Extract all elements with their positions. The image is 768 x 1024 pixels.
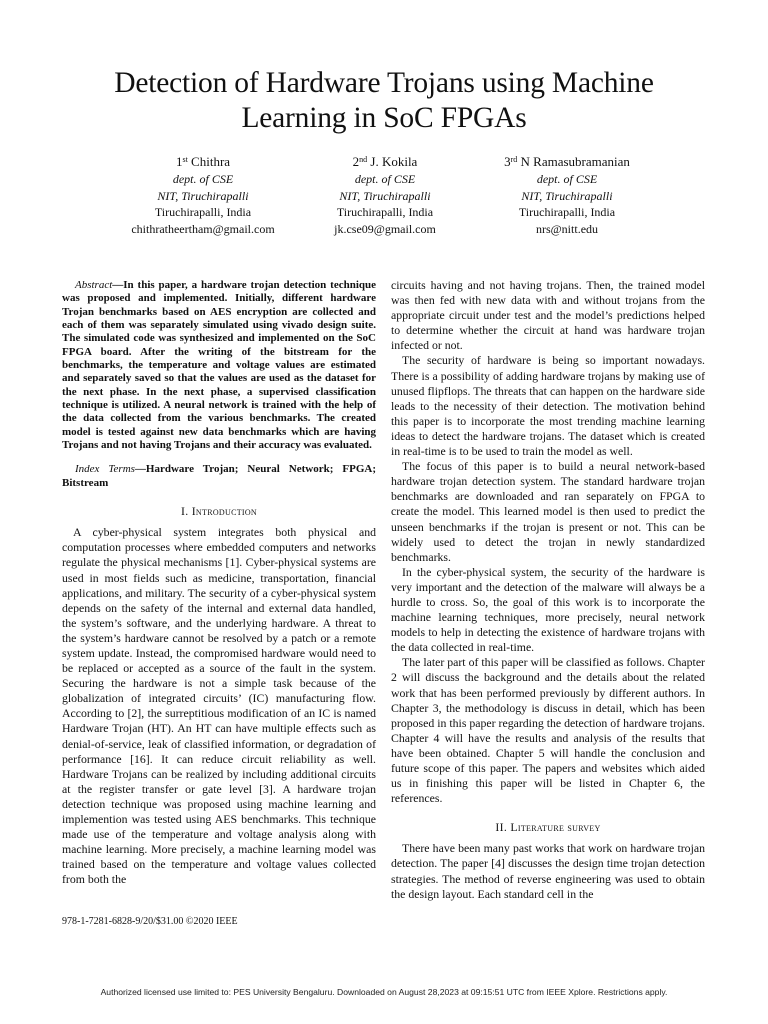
author-dept: dept. of CSE <box>536 172 598 187</box>
author-org: NIT, Tiruchirapalli <box>521 188 613 203</box>
paragraph: There have been many past works that work on hardware trojan detection. The paper [4] discusses the design time trojan detection strategies. The method of reverse engineering was used to obtain the design layout. Each standard cell in the <box>391 841 705 901</box>
index-terms-label: Index Terms <box>75 463 135 476</box>
abstract <box>62 279 376 452</box>
author-email: jk.cse09@gmail.com <box>334 221 436 236</box>
author-ordinal-suffix: st <box>182 155 188 164</box>
author-location: Tiruchirapalli, India <box>336 205 434 220</box>
author-ordinal-suffix: rd <box>510 155 518 164</box>
author-name: J. Kokila <box>370 154 418 169</box>
paragraph: The later part of this paper will be classified as follows. Chapter 2 will discuss the background and the details about the related work that has been performed previously by different authors. In Chapter 3, the methodology is discuss in detail, which has been proposed in this paper regarding the detection of hardware trojans. Chapter 4 will have the results and analysis of the results that have been obtained. Chapter 5 will handle the conclusion and future scope of this paper. The papers and websites which aided us in finishing this paper will be listed in Chapter 6, the references. <box>391 655 705 806</box>
author-location: Tiruchirapalli, India <box>154 205 252 220</box>
license-footer: Authorized licensed use limited to: PES University Bengaluru. Downloaded on August 28,2023 at 09:15:51 UTC from IEEE Xplore. Restrictions apply. <box>100 987 668 997</box>
left-column <box>62 279 376 888</box>
author-dept: dept. of CSE <box>354 172 416 187</box>
section-title: Literature survey <box>510 820 601 835</box>
author-ordinal-suffix: nd <box>359 155 368 164</box>
author-dept: dept. of CSE <box>172 172 234 187</box>
author-name-line <box>447 154 687 170</box>
author-email: chithratheertham@gmail.com <box>131 221 275 236</box>
author-ordinal: 1 <box>175 154 183 169</box>
copyright-notice: 978-1-7281-6828-9/20/$31.00 ©2020 IEEE <box>62 916 238 927</box>
paragraph: A cyber-physical system integrates both physical and computation processes where embedded computers and networks regulate the physical mechanisms [1]. Cyber-physical systems are used in most fields such as medicine, transportation, financial applications, and military. The security of a cyber-physical system depends on the safety of the internal and external data handled, the system’s software, and the underlying hardware. A threat to the system’s hardware cannot be resolved by a patch or a remote system update. Instead, the compromised hardware would need to be replaced or accepted as a source of the fault in the system. Securing the hardware is not a simple task because of the globalization of integrated circuits’ (IC) manufacturing flow. According to [2], the surreptitious modification of an IC is named Hardware Trojan (HT). An HT can have multiple effects such as denial-of-service, leak of classified information, or degradation of performance [16]. It can reduce circuit reliability as well. Hardware Trojans can be realized by including additional circuits at the register transfer or gate level [3]. A hardware trojan detection technique was proposed using machine learning and implemention was tested using AES benchmarks. This technique made use of the temperature and voltage analysis along with machine learning. More precisely, a machine learning model was trained based on the temperature and voltage values collected from both the <box>62 525 376 887</box>
section-numeral: II. <box>495 820 508 835</box>
paragraph: The focus of this paper is to build a neural network-based hardware trojan detection system. The standard hardware trojan benchmarks are downloaded and ran separately on FPGA to create the model. This learned model is then used to predict the unseen benchmarks if the trojan is present or not. This can be widely used to detect the trojan in newly standardized benchmarks. <box>391 459 705 564</box>
abstract-text: In this paper, a hardware trojan detection technique was proposed and implemented. Initially, different hardware Trojan benchmarks based on AES encryption are collected and each of them was separately simulated using vivado design suite. The simulated code was synthesized and implemented on the SoC FPGA board. After the writing of the bitstream for the benchmarks, the temperature and voltage values are estimated and separately saved so that the values are used as the dataset for the next phase. In the next phase, a supervised classification technique is utilized. A neural network is trained with the help of the data collected from the various benchmarks. The created model is tested against new data benchmarks which are having Trojans and not having Trojans and their accuracy was evaluated. <box>62 279 376 452</box>
author-name: Chithra <box>191 154 231 169</box>
section-heading-introduction <box>62 504 376 519</box>
index-terms <box>62 463 376 490</box>
section-title: Introduction <box>191 504 258 519</box>
paragraph: In the cyber-physical system, the security of the hardware is very important and the detection of the malware will always be a hurdle to cross. So, the goal of this work is to incorporate the machine learning techniques, more precisely, neural network models to help in detecting the existence of hardware trojans with the data collected in real-time. <box>391 564 705 655</box>
author-org: NIT, Tiruchirapalli <box>339 188 431 203</box>
author-name: N Ramasubramanian <box>520 154 630 169</box>
author-ordinal: 3 <box>504 154 511 169</box>
section-numeral: I. <box>180 504 189 519</box>
section-heading-literature-survey <box>391 820 705 835</box>
author-ordinal: 2 <box>352 154 360 169</box>
right-column <box>391 278 705 902</box>
paragraph-continuation: circuits having and not having trojans. Then, the trained model was then fed with new data with and without trojans from the appropriate circuit under test and the model’s predictions helped to determine whether the circuit at hand was hardware trojan infected or not. <box>391 278 705 353</box>
index-terms-dash: — <box>134 463 146 476</box>
author-email: nrs@nitt.edu <box>535 221 599 236</box>
abstract-label: Abstract <box>75 279 113 291</box>
author-org: NIT, Tiruchirapalli <box>157 188 249 203</box>
author-location: Tiruchirapalli, India <box>518 205 616 220</box>
paper-title: Detection of Hardware Trojans using Machine Learning in SoC FPGAs <box>114 67 654 134</box>
paragraph: The security of hardware is being so important nowadays. There is a possibility of adding hardware trojans by making use of unused flipflops. The threats that can happen on the hardware side leads to the necessity of their detection. The motivation behind this paper is to incorporate the most trending machine learning ideas to detect the hardware trojans. The dataset which is created in real-time is to be used to train the model as well. <box>391 353 705 459</box>
abstract-dash: — <box>112 279 124 291</box>
index-terms-text: Hardware Trojan; Neural Network; FPGA; Bitstream <box>62 463 376 489</box>
author-block-3 <box>447 154 687 237</box>
